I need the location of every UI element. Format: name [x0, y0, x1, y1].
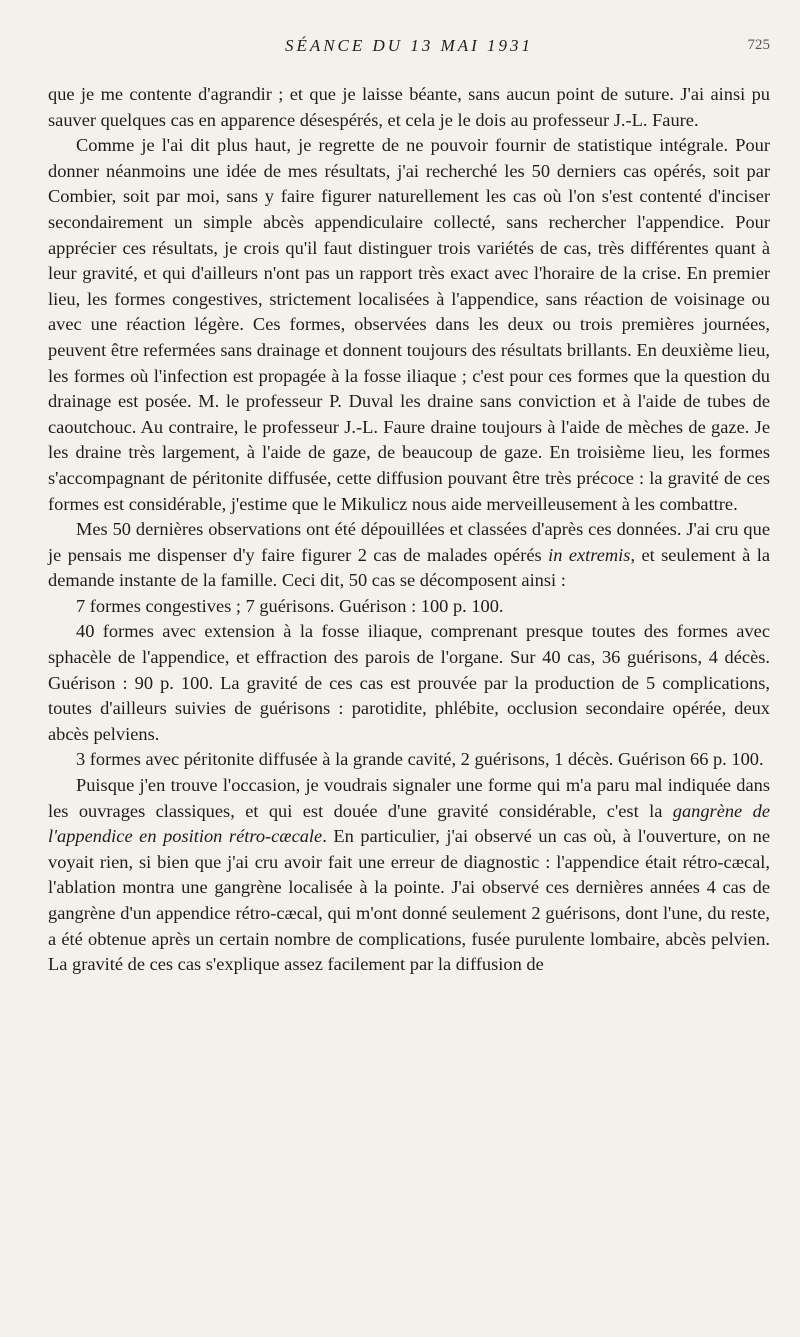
text-run: Puisque j'en trouve l'occasion, je voudrais signaler une forme qui m'a paru mal indiquée dans les ouvrages classiques, et qui est douée d'une gravité considérable, c'est la [48, 775, 770, 821]
paragraph [48, 517, 770, 594]
body-text [48, 82, 770, 978]
paragraph [48, 619, 770, 747]
text-run: 7 formes congestives ; 7 guérisons. Guérison : 100 p. 100. [76, 595, 504, 616]
page-number: 725 [747, 37, 770, 53]
paragraph [48, 594, 770, 620]
text-run: . En particulier, j'ai observé un cas où, à l'ouverture, on ne voyait rien, si bien que j'ai cru avoir fait une erreur de diagnostic : l'appendice était rétro-cæcal, l'ablation montra une gangrène localisée à la pointe. J'ai observé ces dernières années 4 cas de gangrène d'un appendice rétro-cæcal, qui m'ont donné seulement 2 guérisons, dont l'une, du reste, a été obtenue après un certain nombre de complications, fusée purulente lombaire, abcès pelvien. La gravité de ces cas s'explique assez facilement par la diffusion de [48, 826, 770, 975]
text-run: que je me contente d'agrandir ; et que je laisse béante, sans aucun point de suture. J'ai ainsi pu sauver quelques cas en apparence désespérés, et cela je le dois au professeur J.-L. Faure. [48, 84, 770, 130]
paragraph [48, 133, 770, 517]
italic-text: gangrène de l'appendice en position rétro-cæcale [48, 800, 770, 847]
page-header [48, 36, 770, 60]
text-run: , et seulement à la demande instante de la famille. Ceci dit, 50 cas se décomposent ainsi : [48, 544, 770, 591]
text-run: Comme je l'ai dit plus haut, je regrette de ne pouvoir fournir de statistique intégrale. Pour donner néanmoins une idée de mes résultats, j'ai recherché les 50 derniers cas opérés, soit par Combier, soit par moi, sans y faire figurer naturellement les cas où l'on s'est contenté d'inciser secondairement un simple abcès appendiculaire collecté, sans rechercher l'appendice. Pour apprécier ces résultats, je crois qu'il faut distinguer trois variétés de cas, très différentes quant à leur gravité, et qui d'ailleurs n'ont pas un rapport très exact avec l'horaire de la crise. En premier lieu, les formes congestives, strictement localisées à l'appendice, sans réaction de voisinage ou avec une réaction légère. Ces formes, observées dans les deux ou trois premières journées, peuvent être refermées sans drainage et donnent toujours des résultats brillants. En deuxième lieu, les formes où l'infection est propagée à la fosse iliaque ; c'est pour ces formes que la question du drainage est posée. M. le professeur P. Duval les draine sans conviction et à l'aide de tubes de caoutchouc. Au contraire, le professeur J.-L. Faure draine toujours à l'aide de mèches de gaze. Je les draine très largement, à l'aide de gaze, de beaucoup de gaze. En troisième lieu, les formes s'accompagnant de péritonite diffusée, cette diffusion pouvant être très précoce : la gravité de ces formes est considérable, j'estime que le Mikulicz nous aide merveilleusement à les combattre. [48, 135, 770, 514]
italic-text: in extremis [548, 544, 631, 565]
running-head: SÉANCE DU 13 MAI 1931 [284, 36, 534, 55]
text-run: 3 formes avec péritonite diffusée à la grande cavité, 2 guérisons, 1 décès. Guérison 66 p. 100. [76, 749, 764, 770]
paragraph [48, 82, 770, 133]
text-run: Mes 50 dernières observations ont été dépouillées et classées d'après ces données. J'ai cru que je pensais me dispenser d'y faire figurer 2 cas de malades opérés [48, 519, 770, 565]
text-run: 40 formes avec extension à la fosse iliaque, comprenant presque toutes des formes avec sphacèle de l'appendice, et effraction des parois de l'organe. Sur 40 cas, 36 guérisons, 4 décès. Guérison : 90 p. 100. La gravité de ces cas est prouvée par la production de 5 complications, toutes d'ailleurs suivies de guérisons : parotidite, phlébite, occlusion secondaire opérée, deux abcès pelviens. [48, 621, 770, 744]
paragraph [48, 773, 770, 978]
paragraph [48, 747, 770, 773]
